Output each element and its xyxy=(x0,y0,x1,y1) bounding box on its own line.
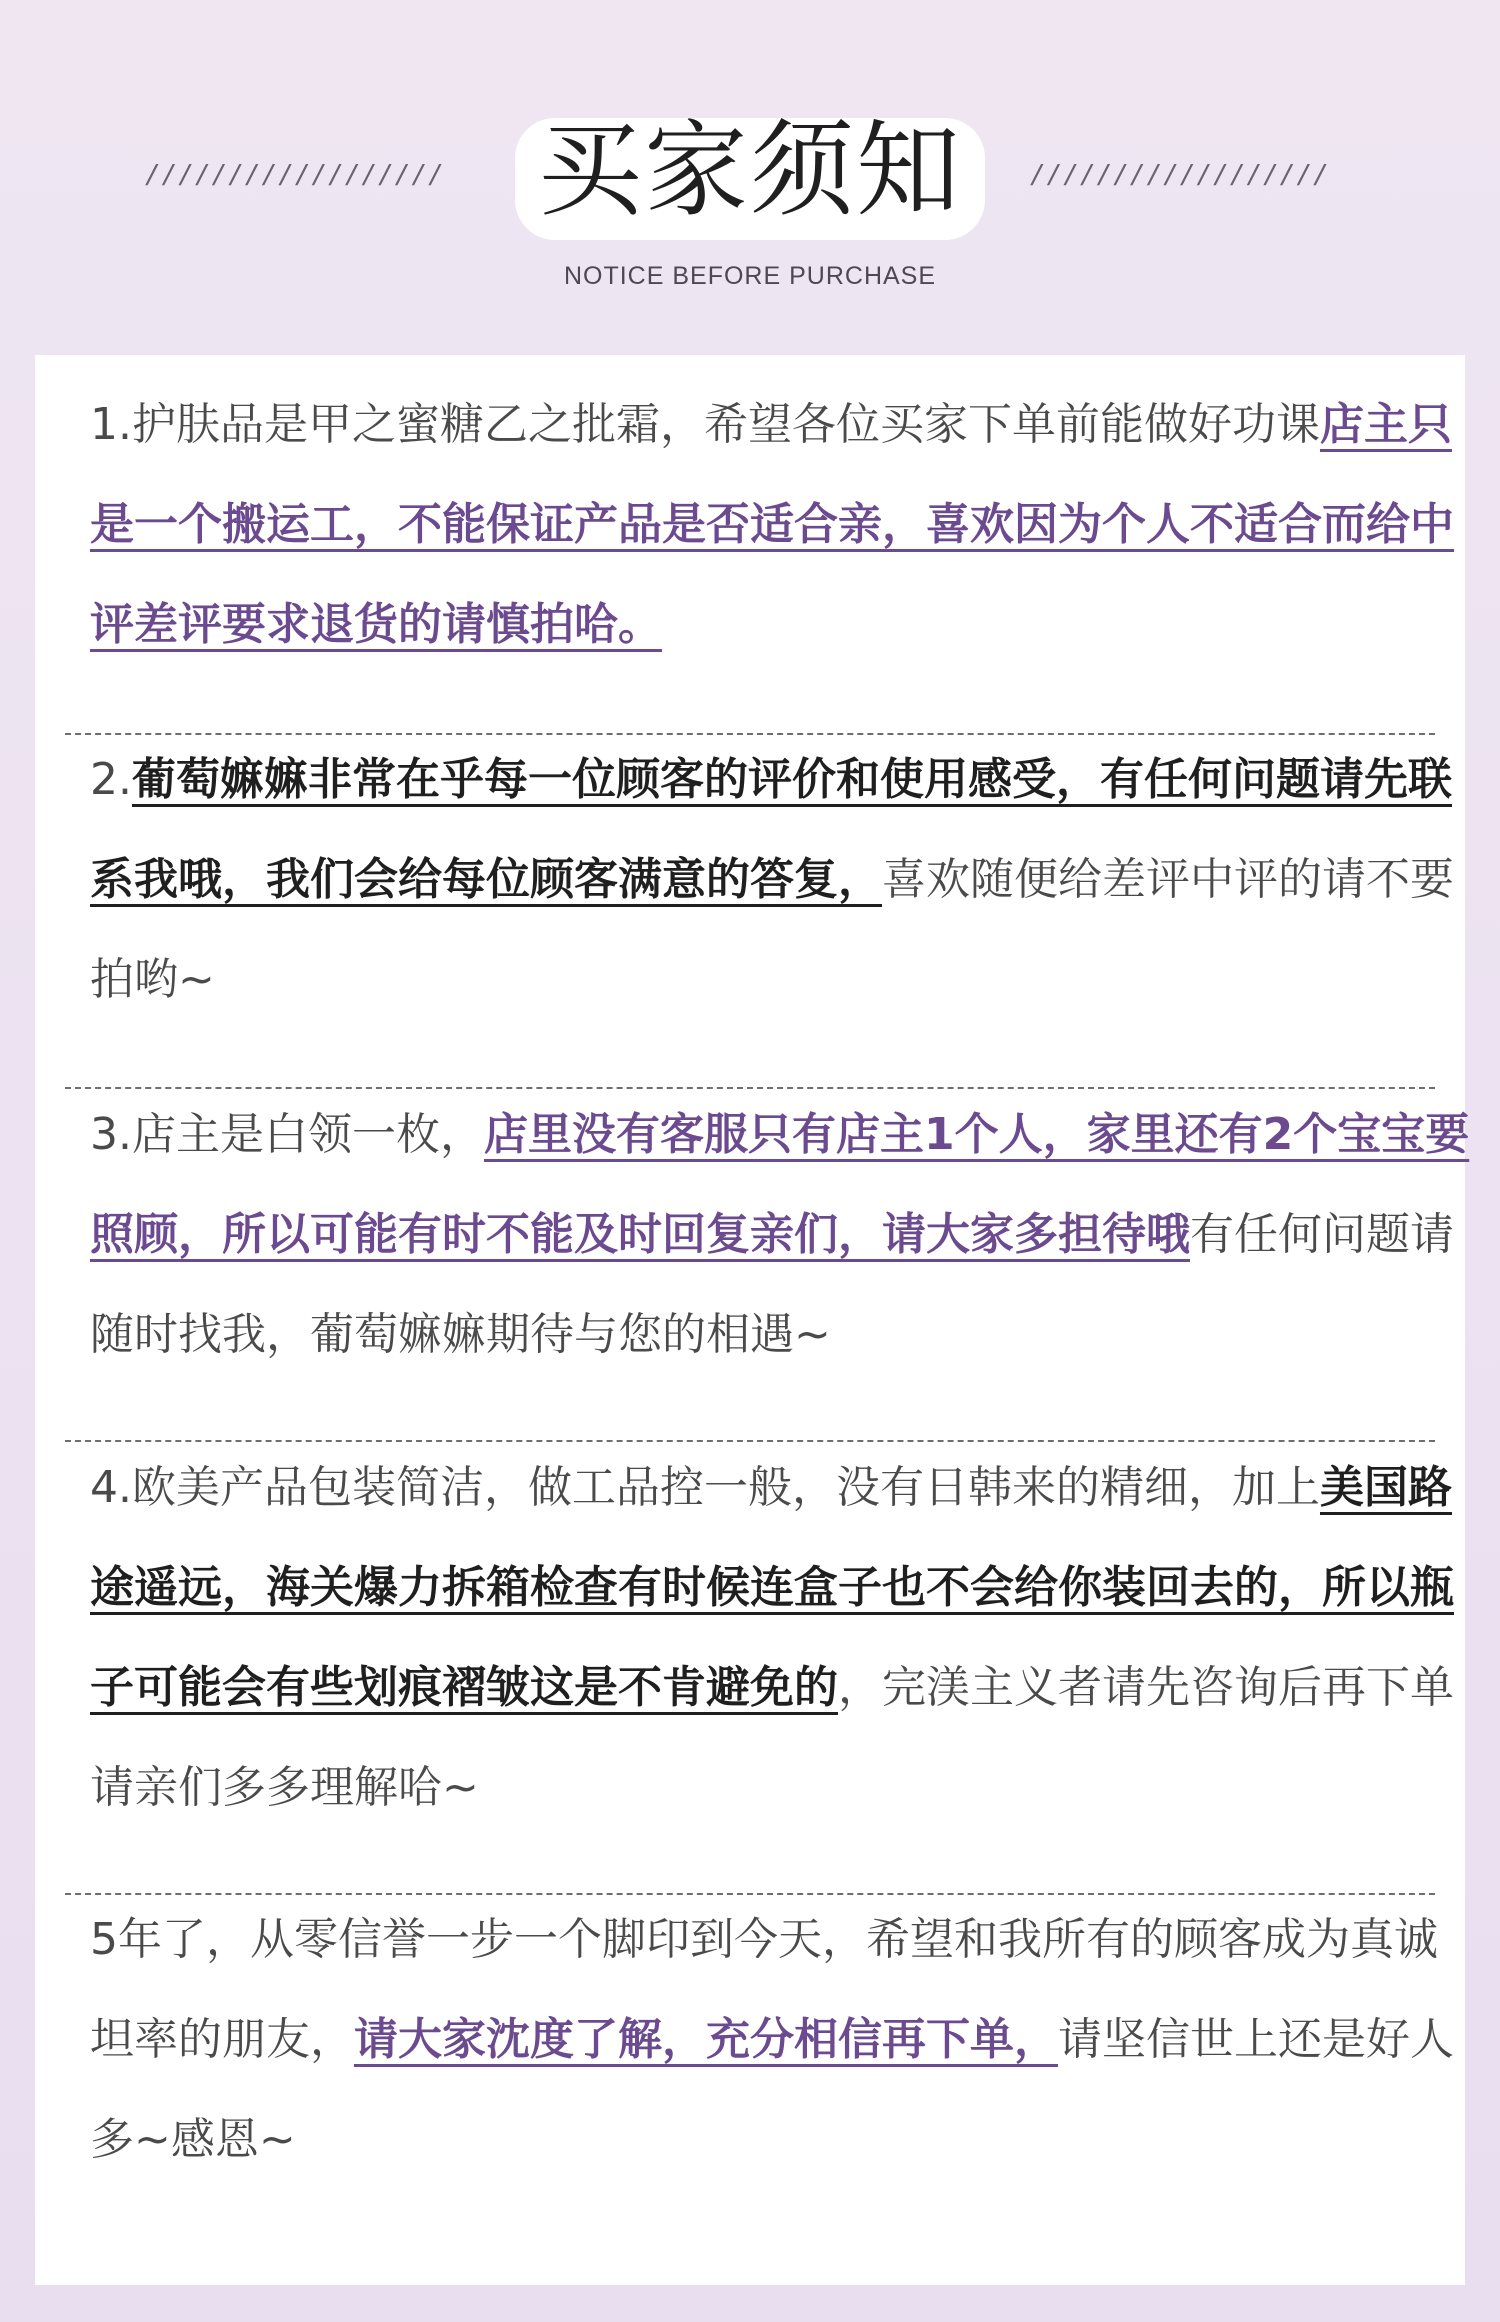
notice-plain-text: 请坚信世上还是好人多~感恩~ xyxy=(90,2014,1454,2165)
notice-plain-text: 1.护肤品是甲之蜜糖乙之批霜，希望各位买家下单前能做好功课 xyxy=(90,399,1320,450)
notice-text xyxy=(90,730,1470,1030)
notice-item-3 xyxy=(90,1085,1470,1385)
notice-text xyxy=(90,1085,1470,1385)
notice-highlight-text: 店主只是一个搬运工，不能保证产品是否适合亲，喜欢因为个人不适合而给中评差评要求退货的请慎拍哈。 xyxy=(90,399,1454,650)
decorative-slashes-right: ////////////////// xyxy=(1030,160,1330,190)
page-subtitle: NOTICE BEFORE PURCHASE xyxy=(563,262,937,290)
notice-item-4 xyxy=(90,1438,1470,1838)
notice-plain-text: 2. xyxy=(90,754,132,805)
page-title: 买家须知 xyxy=(537,109,962,231)
notice-plain-text: 5年了，从零信誉一步一个脚印到今天，希望和我所有的顾客成为真诚坦率的朋友， xyxy=(90,1914,1438,2065)
notice-plain-text: 有任何问题请随时找我，葡萄嫲嫲期待与您的相遇~ xyxy=(90,1209,1454,1360)
notice-card xyxy=(35,355,1470,2285)
notice-text xyxy=(90,375,1470,675)
notice-item-1 xyxy=(90,375,1470,675)
notice-plain-text: 4.欧美产品包装简洁，做工品控一般，没有日韩来的精细，加上 xyxy=(90,1462,1320,1513)
notice-text xyxy=(90,1890,1470,2190)
notice-highlight-text: 请大家沈度了解，充分相信再下单， xyxy=(354,2014,1058,2065)
notice-plain-text: 3.店主是白领一枚， xyxy=(90,1109,484,1160)
notice-text xyxy=(90,1438,1470,1838)
header xyxy=(0,0,1500,350)
notice-highlight-text: 店里没有客服只有店主1个人，家里还有2个宝宝要照顾，所以可能有时不能及时回复亲们，请大家多担待哦 xyxy=(90,1109,1470,1260)
decorative-slashes-left: ////////////////// xyxy=(145,160,445,190)
notice-emphasis-text: 美国路途遥远，海关爆力拆箱检查有时候连盒子也不会给你装回去的，所以瓶子可能会有些划痕褶皱这是不肯避免的 xyxy=(90,1462,1454,1713)
notice-item-2 xyxy=(90,730,1470,1030)
notice-plain-text: ，完渼主义者请先咨询后再下单请亲们多多理解哈~ xyxy=(90,1662,1454,1813)
notice-emphasis-text: 葡萄嫲嫲非常在乎每一位顾客的评价和使用感受，有任何问题请先联系我哦，我们会给每位顾客满意的答复， xyxy=(90,754,1452,905)
notice-plain-text: 喜欢随便给差评中评的请不要拍哟~ xyxy=(90,854,1454,1005)
notice-item-5 xyxy=(90,1890,1470,2190)
